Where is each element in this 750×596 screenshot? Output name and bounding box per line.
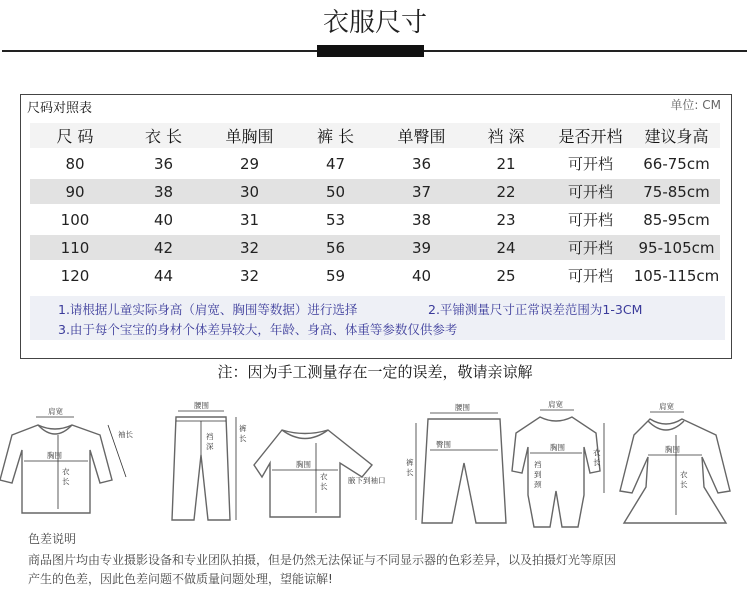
table-cell: 95-105cm bbox=[633, 235, 720, 260]
table-cell: 42 bbox=[120, 235, 207, 260]
header-cell: 单臀围 bbox=[379, 123, 464, 148]
table-cell: 37 bbox=[379, 179, 464, 204]
page-title: 衣服尺寸 bbox=[322, 8, 427, 38]
table-cell: 22 bbox=[464, 179, 548, 204]
table-row bbox=[30, 235, 720, 260]
crotch-label-2: 深 bbox=[206, 442, 214, 451]
header-cell: 建议身高 bbox=[633, 123, 720, 148]
measurement-diagrams bbox=[0, 395, 750, 530]
wide-length-label-1: 裤 bbox=[406, 458, 414, 467]
table-cell: 31 bbox=[207, 207, 292, 232]
table-row bbox=[30, 207, 720, 232]
romper-crotch-label-2: 到 bbox=[534, 470, 542, 479]
table-cell: 23 bbox=[464, 207, 548, 232]
header-cell: 衣 长 bbox=[120, 123, 207, 148]
romper-length-label-1: 衣 bbox=[593, 448, 601, 457]
header-cell: 裤 长 bbox=[292, 123, 379, 148]
romper-shoulder-label: 肩宽 bbox=[548, 400, 563, 409]
header-cell: 单胸围 bbox=[207, 123, 292, 148]
wide-pants-diagram bbox=[406, 403, 506, 523]
table-cell: 100 bbox=[30, 207, 120, 232]
notes-box bbox=[30, 296, 725, 340]
color-note-line-1: 商品图片均由专业摄影设备和专业团队拍摄，但是仍然无法保证与不同显示器的色彩差异，以及拍摄灯光等原因 bbox=[28, 553, 617, 567]
table-cell: 24 bbox=[464, 235, 548, 260]
table-cell: 120 bbox=[30, 263, 120, 288]
raglan-chest-label: 胸围 bbox=[296, 460, 311, 469]
dress-diagram bbox=[620, 401, 730, 523]
wide-length-label-2: 长 bbox=[406, 468, 414, 477]
table-header-row bbox=[30, 123, 720, 148]
header-cell: 裆 深 bbox=[464, 123, 548, 148]
table-cell: 36 bbox=[120, 151, 207, 176]
raglan-length-label-2: 长 bbox=[320, 482, 328, 491]
color-note-title: 色差说明 bbox=[28, 532, 77, 546]
table-cell: 110 bbox=[30, 235, 120, 260]
raglan-diagram bbox=[254, 430, 386, 517]
table-cell: 可开档 bbox=[548, 207, 633, 232]
size-table bbox=[30, 120, 720, 291]
note-3: 3.由于每个宝宝的身材个体差异较大，年龄、身高、体重等参数仅供参考 bbox=[58, 322, 458, 337]
table-cell: 50 bbox=[292, 179, 379, 204]
table-row bbox=[30, 263, 720, 288]
table-cell: 38 bbox=[120, 179, 207, 204]
romper-crotch-label-1: 裆 bbox=[534, 460, 542, 469]
table-cell: 56 bbox=[292, 235, 379, 260]
table-cell: 66-75cm bbox=[633, 151, 720, 176]
hip-label: 臀围 bbox=[436, 440, 451, 449]
note-1: 1.请根据儿童实际身高（肩宽、胸围等数据）进行选择 bbox=[58, 302, 358, 317]
header-cell: 是否开档 bbox=[548, 123, 633, 148]
wide-waist-label: 腰围 bbox=[455, 403, 470, 412]
table-cell: 可开档 bbox=[548, 263, 633, 288]
table-cell: 40 bbox=[379, 263, 464, 288]
dress-length-label-2: 长 bbox=[680, 480, 688, 489]
table-cell: 可开档 bbox=[548, 179, 633, 204]
size-chart-title: 尺码对照表 bbox=[27, 101, 93, 116]
shoulder-label: 肩宽 bbox=[48, 407, 63, 416]
table-row bbox=[30, 151, 720, 176]
pants-length-label-1: 裤 bbox=[239, 424, 247, 433]
unit-label: 单位: CM bbox=[670, 98, 721, 112]
table-cell: 44 bbox=[120, 263, 207, 288]
table-cell: 21 bbox=[464, 151, 548, 176]
size-chart-panel bbox=[20, 94, 732, 359]
table-cell: 36 bbox=[379, 151, 464, 176]
table-cell: 32 bbox=[207, 235, 292, 260]
dress-shoulder-label: 肩宽 bbox=[659, 402, 674, 411]
raglan-length-label-1: 衣 bbox=[320, 472, 328, 481]
romper-chest-label: 胸围 bbox=[550, 443, 565, 452]
table-cell: 可开档 bbox=[548, 151, 633, 176]
table-cell: 105-115cm bbox=[633, 263, 720, 288]
table-cell: 可开档 bbox=[548, 235, 633, 260]
header-cell: 尺 码 bbox=[30, 123, 120, 148]
romper-diagram bbox=[512, 399, 604, 527]
table-cell: 39 bbox=[379, 235, 464, 260]
color-note-line-2: 产生的色差，因此色差问题不做质量问题处理，望能谅解! bbox=[28, 572, 333, 586]
table-cell: 75-85cm bbox=[633, 179, 720, 204]
pants-length-label-2: 长 bbox=[239, 434, 247, 443]
table-cell: 53 bbox=[292, 207, 379, 232]
table-cell: 40 bbox=[120, 207, 207, 232]
sleeve-label: 袖长 bbox=[118, 430, 133, 439]
dress-chest-label: 胸围 bbox=[665, 445, 680, 454]
table-cell: 29 bbox=[207, 151, 292, 176]
table-cell: 47 bbox=[292, 151, 379, 176]
chest-label: 胸围 bbox=[47, 451, 62, 460]
waist-label: 腰围 bbox=[194, 401, 209, 410]
color-note-text bbox=[28, 551, 728, 589]
romper-length-label-2: 长 bbox=[593, 458, 601, 467]
shirt-diagram bbox=[0, 406, 133, 513]
romper-crotch-label-3: 颈 bbox=[534, 480, 542, 489]
raglan-sleeve-label: 腋下到袖口 bbox=[348, 476, 386, 485]
table-cell: 30 bbox=[207, 179, 292, 204]
table-cell: 25 bbox=[464, 263, 548, 288]
table-cell: 80 bbox=[30, 151, 120, 176]
length-label-2: 长 bbox=[62, 477, 70, 486]
table-cell: 85-95cm bbox=[633, 207, 720, 232]
dress-length-label-1: 衣 bbox=[680, 470, 688, 479]
table-cell: 90 bbox=[30, 179, 120, 204]
length-label-1: 衣 bbox=[62, 467, 70, 476]
pants-diagram bbox=[172, 401, 247, 520]
title-accent-bar bbox=[317, 45, 424, 57]
table-cell: 38 bbox=[379, 207, 464, 232]
measurement-caution: 注：因为手工测量存在一定的误差，敬请亲谅解 bbox=[217, 363, 533, 381]
table-cell: 32 bbox=[207, 263, 292, 288]
crotch-label-1: 裆 bbox=[206, 432, 214, 441]
note-2: 2.平铺测量尺寸正常误差范围为1-3CM bbox=[428, 302, 643, 317]
table-row bbox=[30, 179, 720, 204]
table-cell: 59 bbox=[292, 263, 379, 288]
